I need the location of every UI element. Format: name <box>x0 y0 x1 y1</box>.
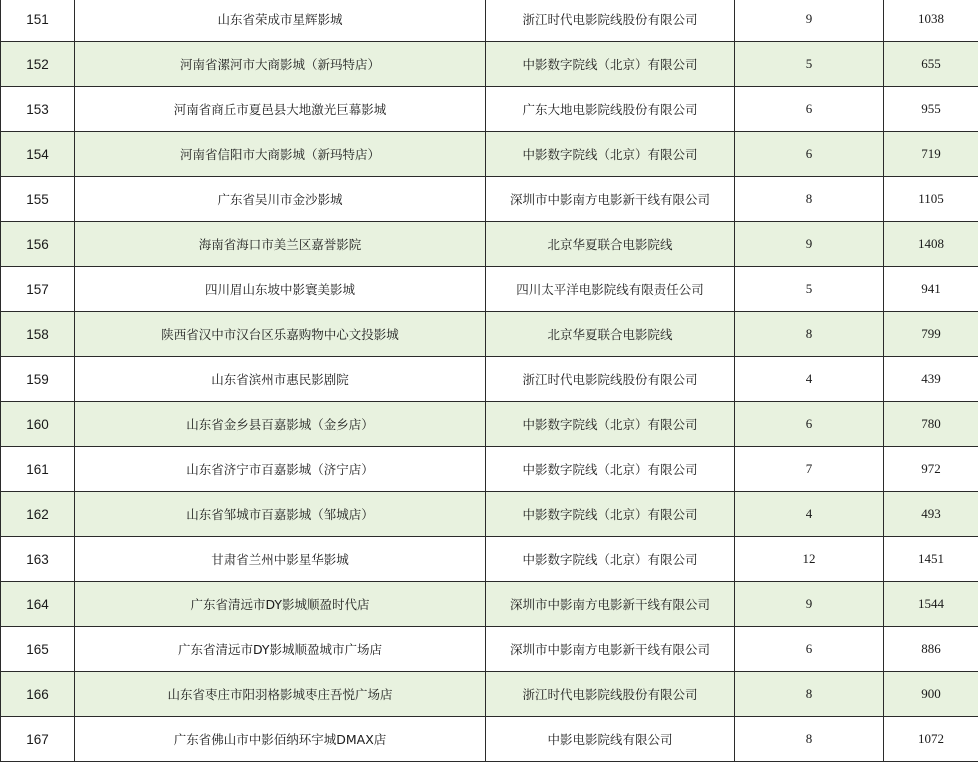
circuit-cell[interactable]: 中影数字院线（北京）有限公司 <box>486 492 735 537</box>
table-row <box>1 177 978 222</box>
circuit-cell[interactable]: 深圳市中影南方电影新干线有限公司 <box>486 582 735 627</box>
row-number-cell[interactable]: 160 <box>1 402 75 447</box>
circuit-cell[interactable]: 四川太平洋电影院线有限责任公司 <box>486 267 735 312</box>
screens-cell[interactable]: 6 <box>735 402 884 447</box>
circuit-cell[interactable]: 广东大地电影院线股份有限公司 <box>486 87 735 132</box>
screens-cell[interactable]: 9 <box>735 0 884 42</box>
circuit-cell[interactable]: 中影数字院线（北京）有限公司 <box>486 132 735 177</box>
cinema-name-cell[interactable]: 河南省信阳市大商影城（新玛特店） <box>75 132 486 177</box>
screens-cell[interactable]: 6 <box>735 627 884 672</box>
seats-cell[interactable]: 1544 <box>884 582 978 627</box>
table-row <box>1 132 978 177</box>
table-row <box>1 627 978 672</box>
seats-cell[interactable]: 1408 <box>884 222 978 267</box>
cinema-name-cell[interactable]: 山东省荣成市星辉影城 <box>75 0 486 42</box>
table-body <box>1 0 978 762</box>
table-row <box>1 447 978 492</box>
table-row <box>1 537 978 582</box>
table-row <box>1 222 978 267</box>
cinema-name-cell[interactable]: 陕西省汉中市汉台区乐嘉购物中心文投影城 <box>75 312 486 357</box>
seats-cell[interactable]: 439 <box>884 357 978 402</box>
row-number-cell[interactable]: 166 <box>1 672 75 717</box>
circuit-cell[interactable]: 中影数字院线（北京）有限公司 <box>486 42 735 87</box>
seats-cell[interactable]: 900 <box>884 672 978 717</box>
circuit-cell[interactable]: 中影电影院线有限公司 <box>486 717 735 762</box>
seats-cell[interactable]: 655 <box>884 42 978 87</box>
circuit-cell[interactable]: 浙江时代电影院线股份有限公司 <box>486 357 735 402</box>
seats-cell[interactable]: 1072 <box>884 717 978 762</box>
screens-cell[interactable]: 5 <box>735 267 884 312</box>
seats-cell[interactable]: 493 <box>884 492 978 537</box>
cinema-name-cell[interactable]: 海南省海口市美兰区嘉誉影院 <box>75 222 486 267</box>
table-row <box>1 87 978 132</box>
circuit-cell[interactable]: 中影数字院线（北京）有限公司 <box>486 537 735 582</box>
screens-cell[interactable]: 9 <box>735 222 884 267</box>
screens-cell[interactable]: 6 <box>735 87 884 132</box>
cinema-name-cell[interactable]: 广东省佛山市中影佰纳环宇城DMAX店 <box>75 717 486 762</box>
row-number-cell[interactable]: 158 <box>1 312 75 357</box>
row-number-cell[interactable]: 165 <box>1 627 75 672</box>
row-number-cell[interactable]: 159 <box>1 357 75 402</box>
cinema-name-cell[interactable]: 山东省邹城市百嘉影城（邹城店） <box>75 492 486 537</box>
row-number-cell[interactable]: 154 <box>1 132 75 177</box>
circuit-cell[interactable]: 中影数字院线（北京）有限公司 <box>486 447 735 492</box>
cinema-name-cell[interactable]: 广东省清远市DY影城顺盈时代店 <box>75 582 486 627</box>
seats-cell[interactable]: 1038 <box>884 0 978 42</box>
table-row <box>1 717 978 762</box>
cinema-name-cell[interactable]: 山东省枣庄市阳羽格影城枣庄吾悦广场店 <box>75 672 486 717</box>
circuit-cell[interactable]: 深圳市中影南方电影新干线有限公司 <box>486 627 735 672</box>
circuit-cell[interactable]: 浙江时代电影院线股份有限公司 <box>486 672 735 717</box>
row-number-cell[interactable]: 164 <box>1 582 75 627</box>
cinema-name-cell[interactable]: 四川眉山东坡中影寰美影城 <box>75 267 486 312</box>
circuit-cell[interactable]: 中影数字院线（北京）有限公司 <box>486 402 735 447</box>
screens-cell[interactable]: 4 <box>735 492 884 537</box>
screens-cell[interactable]: 8 <box>735 312 884 357</box>
row-number-cell[interactable]: 167 <box>1 717 75 762</box>
seats-cell[interactable]: 719 <box>884 132 978 177</box>
seats-cell[interactable]: 886 <box>884 627 978 672</box>
cinema-name-cell[interactable]: 河南省漯河市大商影城（新玛特店） <box>75 42 486 87</box>
cinema-name-cell[interactable]: 广东省清远市DY影城顺盈城市广场店 <box>75 627 486 672</box>
table-row <box>1 357 978 402</box>
seats-cell[interactable]: 1451 <box>884 537 978 582</box>
table-row <box>1 0 978 42</box>
seats-cell[interactable]: 955 <box>884 87 978 132</box>
table-row <box>1 42 978 87</box>
circuit-cell[interactable]: 浙江时代电影院线股份有限公司 <box>486 0 735 42</box>
row-number-cell[interactable]: 163 <box>1 537 75 582</box>
row-number-cell[interactable]: 157 <box>1 267 75 312</box>
screens-cell[interactable]: 4 <box>735 357 884 402</box>
row-number-cell[interactable]: 155 <box>1 177 75 222</box>
seats-cell[interactable]: 780 <box>884 402 978 447</box>
cinema-name-cell[interactable]: 广东省吴川市金沙影城 <box>75 177 486 222</box>
circuit-cell[interactable]: 北京华夏联合电影院线 <box>486 222 735 267</box>
row-number-cell[interactable]: 153 <box>1 87 75 132</box>
cinema-name-cell[interactable]: 河南省商丘市夏邑县大地激光巨幕影城 <box>75 87 486 132</box>
cinema-name-cell[interactable]: 甘肃省兰州中影星华影城 <box>75 537 486 582</box>
screens-cell[interactable]: 5 <box>735 42 884 87</box>
circuit-cell[interactable]: 北京华夏联合电影院线 <box>486 312 735 357</box>
cinema-name-cell[interactable]: 山东省金乡县百嘉影城（金乡店） <box>75 402 486 447</box>
screens-cell[interactable]: 9 <box>735 582 884 627</box>
screens-cell[interactable]: 7 <box>735 447 884 492</box>
circuit-cell[interactable]: 深圳市中影南方电影新干线有限公司 <box>486 177 735 222</box>
screens-cell[interactable]: 12 <box>735 537 884 582</box>
screens-cell[interactable]: 8 <box>735 177 884 222</box>
table-row <box>1 402 978 447</box>
row-number-cell[interactable]: 161 <box>1 447 75 492</box>
table-row <box>1 672 978 717</box>
seats-cell[interactable]: 799 <box>884 312 978 357</box>
table-row <box>1 267 978 312</box>
seats-cell[interactable]: 941 <box>884 267 978 312</box>
screens-cell[interactable]: 6 <box>735 132 884 177</box>
seats-cell[interactable]: 1105 <box>884 177 978 222</box>
table-row <box>1 582 978 627</box>
table-row <box>1 492 978 537</box>
row-number-cell[interactable]: 152 <box>1 42 75 87</box>
row-number-cell[interactable]: 156 <box>1 222 75 267</box>
table-row <box>1 312 978 357</box>
row-number-cell[interactable]: 151 <box>1 0 75 42</box>
cinema-name-cell[interactable]: 山东省滨州市惠民影剧院 <box>75 357 486 402</box>
screens-cell[interactable]: 8 <box>735 717 884 762</box>
row-number-cell[interactable]: 162 <box>1 492 75 537</box>
cinema-name-cell[interactable]: 山东省济宁市百嘉影城（济宁店） <box>75 447 486 492</box>
screens-cell[interactable]: 8 <box>735 672 884 717</box>
seats-cell[interactable]: 972 <box>884 447 978 492</box>
